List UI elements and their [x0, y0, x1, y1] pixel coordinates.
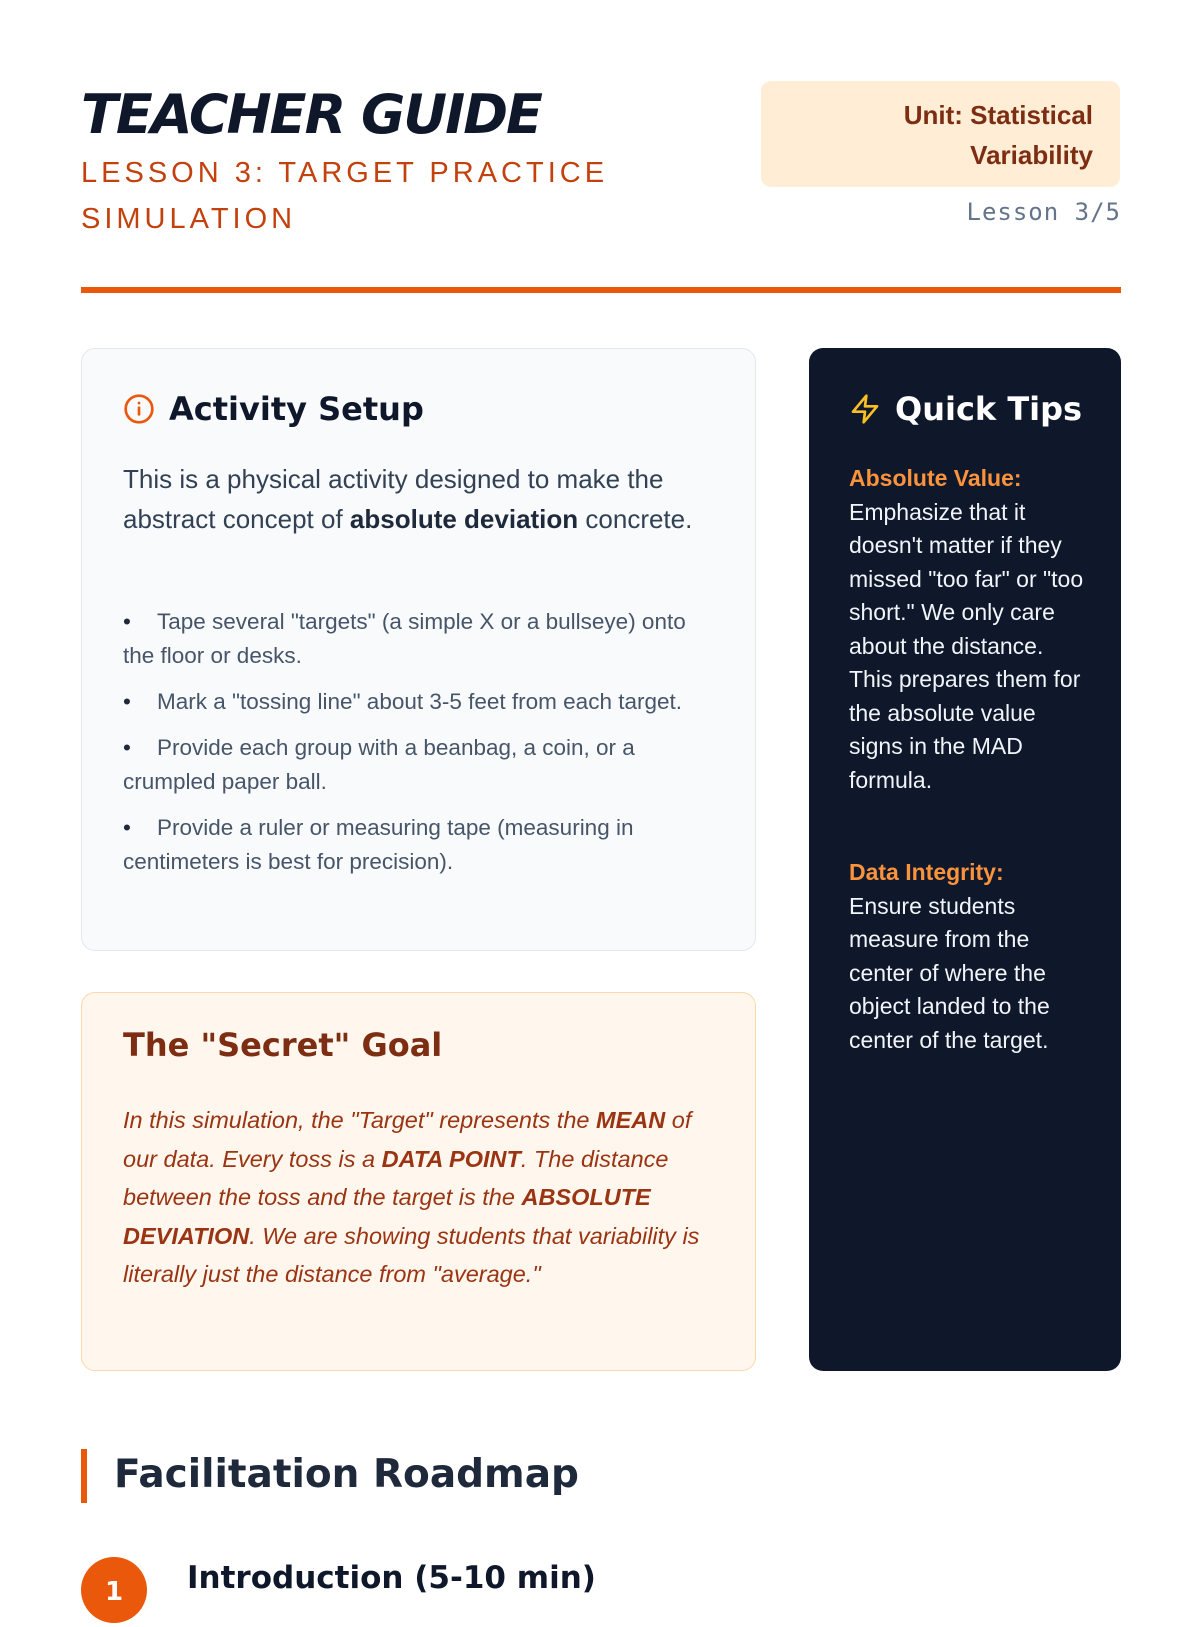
- roadmap-heading: Facilitation Roadmap: [114, 1452, 579, 1497]
- secret-text: In this simulation, the "Target" represents the: [123, 1107, 597, 1133]
- roadmap-accent-bar: [81, 1449, 87, 1503]
- secret-emphasis: ABSOLUTE DEVIATION: [123, 1184, 651, 1249]
- tip-title: Absolute Value:: [849, 465, 1022, 491]
- intro-emphasis: absolute deviation: [349, 504, 579, 534]
- list-item: • Provide a ruler or measuring tape (measuring in centimeters is best for precision).: [123, 811, 723, 879]
- secret-goal-heading: The "Secret" Goal: [123, 1026, 443, 1064]
- header-divider: [81, 287, 1121, 293]
- lesson-subtitle: LESSON 3: TARGET PRACTICE SIMULATION: [81, 157, 609, 235]
- tip-title: Data Integrity:: [849, 859, 1004, 885]
- secret-text: . The distance between the toss and the target is the: [123, 1145, 669, 1210]
- secret-text: . We are showing students that variability is literally just the distance from "average.": [123, 1222, 700, 1287]
- intro-text: This is a physical activity designed to make the abstract concept of: [123, 464, 664, 534]
- activity-setup-header: [123, 390, 424, 428]
- activity-setup-card: [81, 348, 756, 951]
- info-icon: [123, 393, 155, 425]
- tip-item: [849, 856, 1089, 1057]
- list-item: • Tape several "targets" (a simple X or a bullseye) onto the floor or desks.: [123, 605, 723, 673]
- setup-list: [123, 605, 723, 891]
- tip-text: Emphasize that it doesn't matter if they missed "too far" or "too short." We only care about the distance. This prepares them for the absolute value signs in the MAD formula.: [849, 498, 1084, 793]
- list-item: • Provide each group with a beanbag, a coin, or a crumpled paper ball.: [123, 731, 723, 799]
- secret-goal-card: [81, 992, 756, 1371]
- unit-badge: [761, 81, 1120, 187]
- list-item: • Mark a "tossing line" about 3-5 feet from each target.: [123, 685, 723, 719]
- secret-emphasis: MEAN: [596, 1107, 666, 1133]
- secret-text: of our data. Every toss is a: [123, 1107, 692, 1172]
- step-title: Introduction (5-10 min): [187, 1560, 596, 1596]
- tip-item: [849, 462, 1089, 797]
- activity-setup-intro: [123, 459, 703, 539]
- lesson-counter: Lesson 3/5: [966, 198, 1121, 226]
- quick-tips-panel: [809, 348, 1121, 1371]
- unit-label: Unit: Statistical Variability: [903, 100, 1093, 170]
- secret-goal-text: [123, 1101, 713, 1294]
- quick-tips-header: [849, 390, 1082, 428]
- quick-tips-heading: Quick Tips: [895, 390, 1083, 428]
- step-number-badge: 1: [81, 1557, 147, 1623]
- tip-text: Ensure students measure from the center of where the object landed to the center of the target.: [849, 892, 1050, 1053]
- page-title: TEACHER GUIDE: [81, 83, 541, 146]
- intro-text-end: concrete.: [578, 504, 693, 534]
- secret-emphasis: DATA POINT: [381, 1145, 521, 1172]
- activity-setup-heading: Activity Setup: [169, 390, 424, 428]
- lightning-icon: [849, 392, 881, 426]
